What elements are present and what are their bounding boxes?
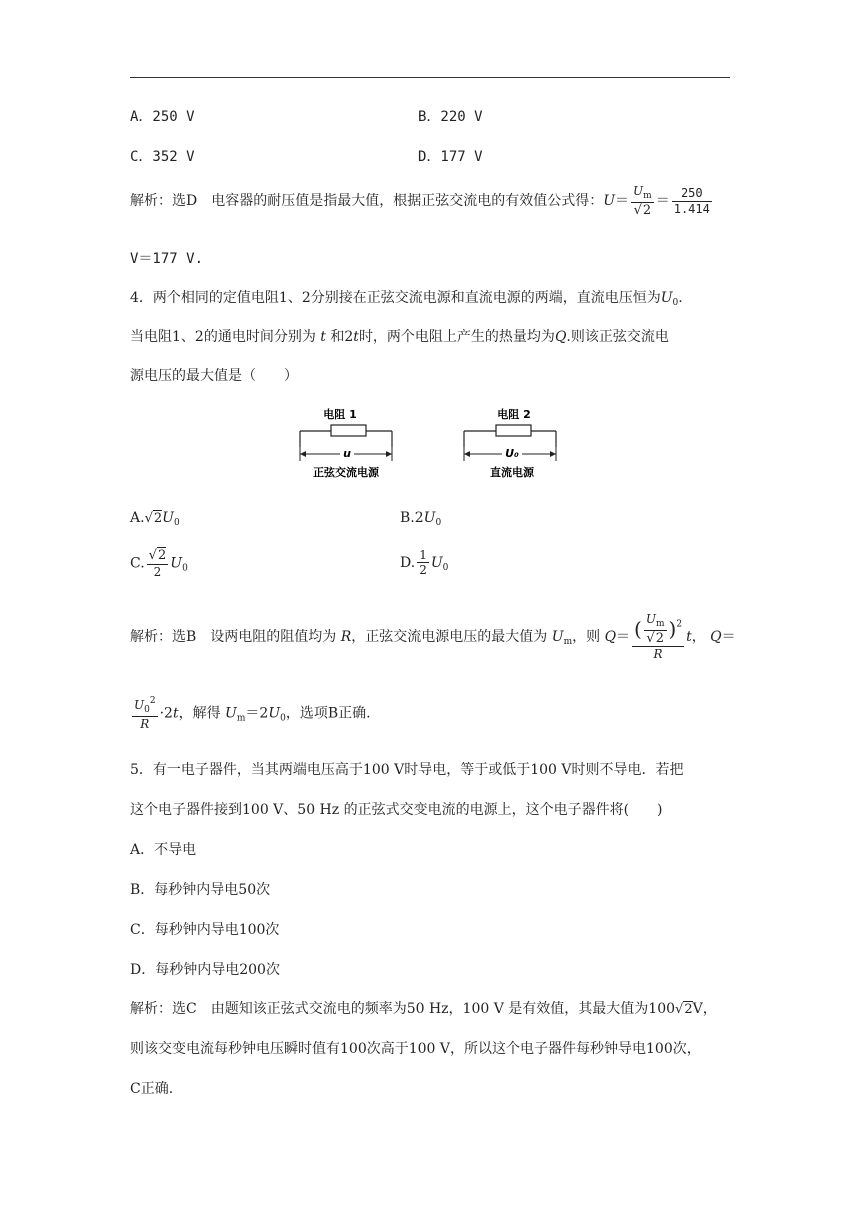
left-circuit xyxy=(300,407,392,479)
left-resistor-label: 电阻 1 xyxy=(323,408,357,421)
q4-stem-line1: 4．两个相同的定值电阻1、2分别接在正弦交流电源和直流电源的两端，直流电压恒为$U_0$. xyxy=(130,290,683,308)
q4-stem-line3: 源电压的最大值是（ ） xyxy=(130,368,298,384)
q5-analysis-line3: C正确. xyxy=(130,1081,174,1097)
right-circuit xyxy=(464,407,556,479)
q3-option-a: A．250 V xyxy=(130,109,195,125)
q4-analysis-line2: $\frac{U_0^2}{R}$ ·2t，解得 $U_m=2U_0$，选项B正确. xyxy=(134,696,371,731)
left-source-label: 正弦交流电源 xyxy=(313,466,379,479)
q5-analysis-line1: 解析：选C 由题知该正弦式交流电的频率为50 Hz，100 V 是有效值，其最大值为100√2V， xyxy=(130,1001,717,1017)
right-voltage-label: U₀ xyxy=(505,447,519,460)
q4-option-d: D. $\frac{1}{2}$ $U_0$ xyxy=(400,548,449,578)
q5-analysis-line2: 则该交变电流每秒钟电压瞬时值有100次高于100 V，所以这个电子器件每秒钟导电100次， xyxy=(130,1041,701,1057)
q4-stem-line2: 当电阻1、2的通电时间分别为 t 和2t时，两个电阻上产生的热量均为Q.则该正弦交流电 xyxy=(130,329,669,345)
q3-analysis: 解析：选D 电容器的耐压值是指最大值，根据正弦交流电的有效值公式得：U＝ $\frac{U_m}{√2}$ ＝ $\frac{250}{1.414}$ xyxy=(130,184,710,218)
q3-option-c: C．352 V xyxy=(130,149,195,165)
top-rule xyxy=(130,77,730,78)
q5-option-d: D．每秒钟内导电200次 xyxy=(130,962,280,978)
q5-option-b: B．每秒钟内导电50次 xyxy=(130,882,271,898)
q3-result: V＝177 V. xyxy=(130,251,204,267)
q3-option-b: B．220 V xyxy=(418,109,483,125)
q4-option-b: $B.2U_0$ xyxy=(400,510,442,528)
right-source-label: 直流电源 xyxy=(490,466,534,479)
q4-option-a: $A.√2U_0$ xyxy=(130,510,180,528)
right-resistor xyxy=(496,425,531,436)
q5-option-a: A．不导电 xyxy=(130,842,197,858)
q5-stem-line1: 5．有一电子器件，当其两端电压高于100 V时导电，等于或低于100 V时则不导电．若把 xyxy=(130,762,684,778)
q3-option-d: D．177 V xyxy=(418,149,483,165)
left-resistor xyxy=(331,425,366,436)
q5-stem-line2: 这个电子器件接到100 V、50 Hz 的正弦式交变电流的电源上，这个电子器件将( ) xyxy=(130,802,663,818)
right-resistor-label: 电阻 2 xyxy=(497,408,531,421)
q5-option-c: C．每秒钟内导电100次 xyxy=(130,922,280,938)
q4-option-c: C. $\frac{√2}{2}$ $U_0$ xyxy=(130,548,188,579)
left-voltage-label: u xyxy=(343,447,351,460)
circuit-diagram xyxy=(290,405,570,483)
q4-analysis-line1: 解析：选B 设两电阻的阻值均为 R，正弦交流电源电压的最大值为 $U_m$，则 Q＝ ( $\frac{U_m}{√2}$ )$^2$ R t， Q＝ xyxy=(130,612,736,662)
